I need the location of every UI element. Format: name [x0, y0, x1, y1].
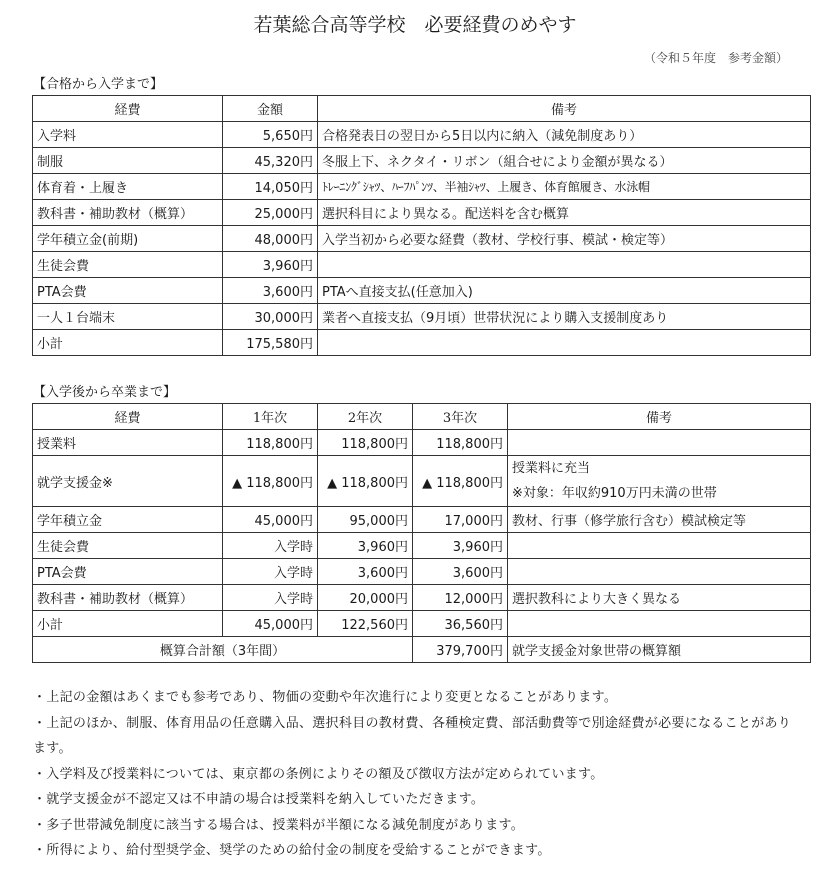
row-amount: 5,650円	[223, 122, 318, 148]
row-year1: 入学時	[223, 533, 318, 559]
row-note: 教材、行事（修学旅行含む）模試検定等	[508, 507, 811, 533]
row-note	[318, 252, 811, 278]
table-row	[33, 559, 811, 585]
row-year1: 入学時	[223, 559, 318, 585]
table-row	[33, 430, 811, 456]
header-year3: 3年次	[413, 404, 508, 430]
row-year1: 118,800円	[223, 430, 318, 456]
row-amount: 175,580円	[223, 330, 318, 356]
table-row	[33, 174, 811, 200]
table-row	[33, 304, 811, 330]
row-note: PTAへ直接支払(任意加入)	[318, 278, 811, 304]
row-note: 合格発表日の翌日から5日以内に納入（減免制度あり）	[318, 122, 811, 148]
header-cost: 経費	[33, 96, 223, 122]
table-row	[33, 278, 811, 304]
footnote-item: ・就学支援金が不認定又は不申請の場合は授業料を納入していただきます。	[33, 792, 485, 807]
row-amount: 14,050円	[223, 174, 318, 200]
row-item: 教科書・補助教材（概算）	[33, 585, 223, 611]
row-note-line2: ※対象：年収約910万円未満の世帯	[512, 486, 717, 501]
table-header-row	[33, 96, 811, 122]
subtotal-row	[33, 611, 811, 637]
row-year2: 118,800円	[318, 430, 413, 456]
section-after-admission-label: 【入学後から卒業まで】	[33, 385, 177, 400]
row-amount: 3,960円	[223, 252, 318, 278]
row-note: 冬服上下、ネクタイ・リボン（組合せにより金額が異なる）	[318, 148, 811, 174]
row-note: ﾄﾚｰﾆﾝｸﾞｼｬﾂ、ﾊｰﾌﾊﾟﾝﾂ、半袖ｼｬﾂ、上履き、体育館履き、水泳帽	[318, 174, 811, 200]
footnote-item: ・上記のほか、制服、体育用品の任意購入品、選択科目の教材費、各種検定費、部活動費等で別途経費が必要になることがあります。	[33, 715, 792, 756]
row-note	[318, 330, 811, 356]
header-remarks: 備考	[318, 96, 811, 122]
row-year2: 122,560円	[318, 611, 413, 637]
row-item: 授業料	[33, 430, 223, 456]
row-note	[508, 456, 811, 507]
row-note	[508, 533, 811, 559]
row-note: 入学当初から必要な経費（教材、学校行事、模試・検定等）	[318, 226, 811, 252]
row-amount: 25,000円	[223, 200, 318, 226]
row-item: PTA会費	[33, 278, 223, 304]
table-row	[33, 122, 811, 148]
row-item: 制服	[33, 148, 223, 174]
header-amount: 金額	[223, 96, 318, 122]
table-row	[33, 585, 811, 611]
header-cost: 経費	[33, 404, 223, 430]
row-year1: 入学時	[223, 585, 318, 611]
row-year2: 95,000円	[318, 507, 413, 533]
page-title: 若葉総合高等学校 必要経費のめやす	[253, 14, 577, 36]
total-label: 概算合計額（3年間）	[33, 637, 413, 663]
total-note: 就学支援金対象世帯の概算額	[508, 637, 811, 663]
row-item: 就学支援金※	[33, 456, 223, 507]
row-item: 生徒会費	[33, 252, 223, 278]
row-item: 入学料	[33, 122, 223, 148]
header-year2: 2年次	[318, 404, 413, 430]
row-note	[508, 559, 811, 585]
row-item: 学年積立金	[33, 507, 223, 533]
fiscal-year-note: （令和５年度 参考金額）	[643, 51, 788, 65]
row-year3: 118,800円	[413, 430, 508, 456]
total-amount: 379,700円	[413, 637, 508, 663]
row-item: 教科書・補助教材（概算）	[33, 200, 223, 226]
row-year3: 3,600円	[413, 559, 508, 585]
row-item: 学年積立金(前期)	[33, 226, 223, 252]
footnote-item: ・多子世帯減免制度に該当する場合は、授業料が半額になる減免制度があります。	[33, 817, 525, 833]
row-item: 生徒会費	[33, 533, 223, 559]
row-year1: 45,000円	[223, 507, 318, 533]
row-amount: 48,000円	[223, 226, 318, 252]
row-note	[508, 430, 811, 456]
row-year2: ▲ 118,800円	[318, 456, 413, 507]
row-year3: ▲ 118,800円	[413, 456, 508, 507]
row-year2: 3,960円	[318, 533, 413, 559]
row-year3: 3,960円	[413, 533, 508, 559]
footnote-item: ・入学料及び授業料については、東京都の条例によりその額及び徴収方法が定められています。	[33, 766, 604, 782]
header-remarks: 備考	[508, 404, 811, 430]
row-year3: 36,560円	[413, 611, 508, 637]
row-item: 小計	[33, 611, 223, 637]
row-year2: 3,600円	[318, 559, 413, 585]
row-note: 選択教科により大きく異なる	[508, 585, 811, 611]
row-item: 一人１台端末	[33, 304, 223, 330]
row-year3: 17,000円	[413, 507, 508, 533]
row-year1: 45,000円	[223, 611, 318, 637]
admission-costs-table	[32, 95, 811, 356]
table-row	[33, 226, 811, 252]
row-year3: 12,000円	[413, 585, 508, 611]
row-note: 選択科目により異なる。配送料を含む概算	[318, 200, 811, 226]
row-amount: 3,600円	[223, 278, 318, 304]
table-row	[33, 252, 811, 278]
header-year1: 1年次	[223, 404, 318, 430]
after-admission-costs-table	[32, 403, 811, 663]
row-item: PTA会費	[33, 559, 223, 585]
row-note-line1: 授業料に充当	[512, 461, 591, 476]
footnote-item: ・上記の金額はあくまでも参考であり、物価の変動や年次進行により変更となることがあります。	[33, 690, 618, 705]
table-header-row	[33, 404, 811, 430]
row-amount: 45,320円	[223, 148, 318, 174]
row-item: 体育着・上履き	[33, 174, 223, 200]
table-row	[33, 148, 811, 174]
table-row	[33, 200, 811, 226]
row-year2: 20,000円	[318, 585, 413, 611]
footnote-item: ・所得により、給付型奨学金、奨学のための給付金の制度を受給することができます。	[33, 843, 551, 858]
table-row	[33, 533, 811, 559]
row-amount: 30,000円	[223, 304, 318, 330]
total-row	[33, 637, 811, 663]
row-note: 業者へ直接支払（9月頃）世帯状況により購入支援制度あり	[318, 304, 811, 330]
row-note	[508, 611, 811, 637]
row-item: 小計	[33, 330, 223, 356]
footnotes	[33, 685, 793, 864]
row-year1: ▲ 118,800円	[223, 456, 318, 507]
section-admission-label: 【合格から入学まで】	[33, 77, 164, 92]
table-row	[33, 456, 811, 507]
subtotal-row	[33, 330, 811, 356]
table-row	[33, 507, 811, 533]
